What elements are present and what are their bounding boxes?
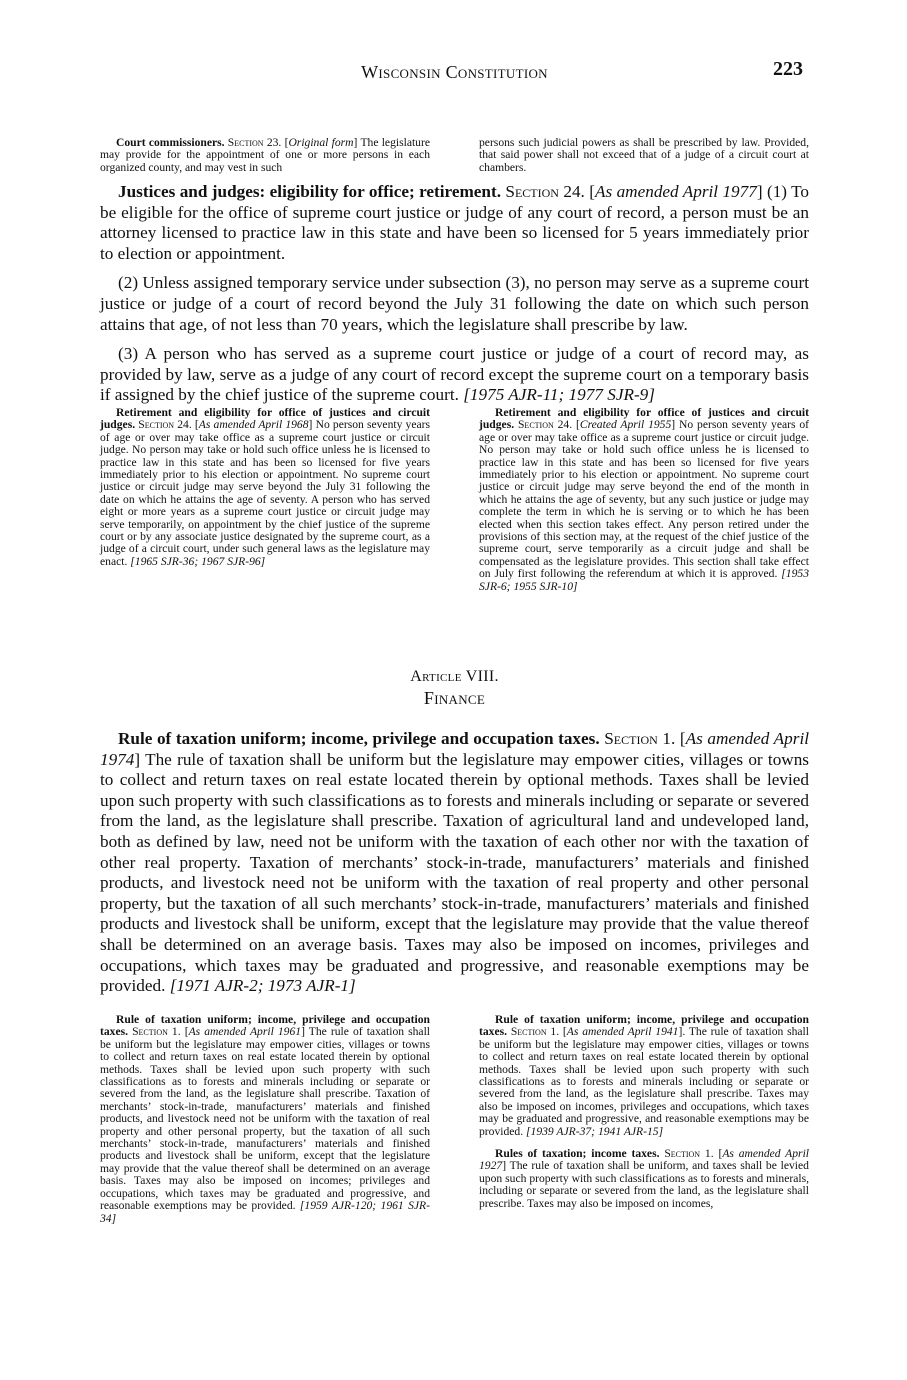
section-text: persons such judicial powers as shall be prescribed by law. Provided, that said power shall not exceed that of a judge of a circuit court at chambers. xyxy=(479,136,809,174)
note-bracket: ] xyxy=(134,749,141,769)
section-text: The rule of taxation shall be uniform but the legislature may empower cities, villages or towns to collect and return taxes on real estate located therein by optional methods. Taxes shall be levied upon such property with such classifications as to forests and minerals including or separate or severed from the land, as the legislature shall prescribe. Taxation of merchants’ stock-in-trade, manufacturers’ materials and finished products, and livestock need not be uniform with the taxation of real property and other personal property, but the taxation of all such merchants’ stock-in-trade, manufacturers’ materials and finished products and livestock shall be uniform, except that the legislature may provide that the value thereof shall be determined on an average basis. Taxes may also be imposed on incomes; privileges and occupations, which taxes may be graduated and progressive, and reasonable exemptions may be provided. xyxy=(100,1025,431,1213)
note-bracket: ] xyxy=(301,1025,305,1039)
note-bracket: [ xyxy=(284,136,289,149)
section-number: Section 1. xyxy=(604,729,676,748)
citation: [1939 AJR-37; 1941 AJR-15] xyxy=(526,1124,664,1138)
article-title: Finance xyxy=(423,688,486,708)
note-bracket: ] xyxy=(502,1159,507,1173)
amendment-note: As amended April 1927 xyxy=(479,1147,810,1173)
section-24-history xyxy=(100,407,809,593)
section-24 xyxy=(100,182,809,415)
note-bracket: [ xyxy=(575,418,580,432)
article-number: Article VIII. xyxy=(410,668,499,685)
article-heading xyxy=(100,668,809,709)
amendment-note: As amended April 1941 xyxy=(566,1025,679,1039)
section-24-1955 xyxy=(479,407,809,593)
note-bracket: [ xyxy=(194,418,199,432)
section-text: No person seventy years of age or over may take office as a supreme court justice or circuit judge. No person may take or hold such office unless he is licensed to practice law in this state and has been so licensed for five years immediately prior to his election or appointment. No supreme court justice or circuit judge may serve beyond the end of the month in which he attains the age of seventy, but any such justice or judge may complete the term in which he is serving or to which he has been elected when this section takes effect. Any person retired under the provisions of this section may, at the request of the chief justice of the supreme court, serve temporarily as a circuit judge and shall be compensated as the legislature provides. This section shall take effect on July first following the referendum at which it is approved. xyxy=(479,418,810,581)
section-text: The rule of taxation shall be uniform but the legislature may empower cities, villages or towns to collect and return taxes on real estate located therein by optional methods. Taxes shall be levied upon such property with such classifications as to forests and minerals including or separate or severed from the land, as the legislature shall prescribe. Taxes may also be imposed on incomes, privileges and occupations, which taxes may be graduated and progressive, and reasonable exemptions may be provided. xyxy=(479,1025,809,1138)
section-23 xyxy=(100,137,809,174)
section-24-1968 xyxy=(100,407,430,593)
section-1-1961 xyxy=(100,1014,430,1225)
section-heading: Retirement and eligibility for office of justices and circuit judges. xyxy=(479,406,809,432)
section-23-right xyxy=(479,137,809,174)
section-text: The legislature may provide for the appointment of one or more persons in each organized county, and may vest in such xyxy=(100,136,430,174)
note-bracket: [ xyxy=(718,1147,723,1161)
note-bracket: ] xyxy=(671,418,676,432)
citation: [1959 AJR-120; 1961 SJR-34] xyxy=(100,1199,430,1225)
amendment-note: Created April 1955 xyxy=(579,418,672,432)
amendment-note: As amended April 1974 xyxy=(100,729,810,769)
section-number: Section 1. xyxy=(664,1147,714,1161)
running-head: Wisconsin Constitution xyxy=(361,62,548,82)
note-bracket: [ xyxy=(589,182,595,201)
section-number: Section 1. xyxy=(510,1025,560,1039)
section-heading: Rule of taxation uniform; income, privilege and occupation taxes. xyxy=(118,729,600,748)
section-heading: Retirement and eligibility for office of justices and circuit judges. xyxy=(100,406,430,432)
note-bracket: [ xyxy=(184,1025,189,1039)
note-bracket: ] xyxy=(353,136,358,149)
citation: [1965 SJR-36; 1967 SJR-96] xyxy=(130,554,266,568)
note-bracket: [ xyxy=(562,1025,567,1039)
section-heading: Justices and judges: eligibility for office; retirement. xyxy=(118,182,501,201)
citation: [1971 AJR-2; 1973 AJR-1] xyxy=(169,976,356,996)
page-number: 223 xyxy=(773,58,803,80)
note-bracket: ]. xyxy=(678,1025,686,1039)
section-number: Section 24. xyxy=(138,418,192,432)
note-bracket: [ xyxy=(679,729,686,748)
note-bracket: ] xyxy=(756,182,763,201)
amendment-note: Original form xyxy=(288,136,354,149)
amendment-note: As amended April 1968 xyxy=(198,418,309,432)
section-paragraph: (2) Unless assigned temporary service under subsection (3), no person may serve as a supreme court justice or judge of a court of record beyond the July 31 following the date on which such person attains that age, of not less than 70 years, which the legislature shall prescribe by law. xyxy=(100,273,809,334)
section-1 xyxy=(100,729,809,1006)
section-heading: Court commissioners. xyxy=(116,136,225,149)
note-bracket: ] xyxy=(308,418,313,432)
section-23-left xyxy=(100,137,430,174)
section-heading: Rule of taxation uniform; income, privilege and occupation taxes. xyxy=(479,1013,809,1039)
amendment-note: As amended April 1977 xyxy=(595,182,757,201)
section-number: Section 1. xyxy=(132,1025,181,1039)
citation: [1975 AJR-11; 1977 SJR-9] xyxy=(463,385,655,405)
section-1-right xyxy=(479,1014,809,1225)
section-text: No person seventy years of age or over may take office as a supreme court justice or circuit judge. No person may take or hold such office unless he is licensed to practice law in this state and has been so licensed for five years immediately prior to his election or appointment. No supreme court justice or circuit judge may serve beyond the July 31 following the date on which he attains the age of seventy. A person who has served eight or more years as a supreme court justice or circuit judge may serve temporarily, on appointment by the chief justice of the supreme court or by any associate justice designated by the supreme court, as a judge of a circuit court, under such general laws as the legislature may enact. xyxy=(100,418,431,568)
section-heading: Rules of taxation; income taxes. xyxy=(495,1147,660,1161)
section-text: The rule of taxation shall be uniform but the legislature may empower cities, villages or towns to collect and return taxes on real estate located therein by optional methods. Taxes shall be levied upon such property with such classifications as to forests and minerals including or separate or severed from the land, as the legislature shall prescribe. Taxation of agricultural land and undeveloped land, both as defined by law, need not be uniform with the taxation of each other nor with the taxation of other real property. Taxation of merchants’ stock-in-trade, manufacturers’ materials and finished products, and livestock need not be uniform with the taxation of real property and other personal property, but the taxation of all such merchants’ stock-in-trade, manufacturers’ materials and finished products and livestock shall be uniform, except that the legislature may provide that the value thereof shall be determined on an average basis. Taxes may also be imposed on incomes, privileges and occupations, which taxes may be graduated and progressive, and reasonable exemptions may be provided. xyxy=(100,749,809,996)
section-paragraph: (1) To be eligible for the office of supreme court justice or judge of any court of record, a person must be an attorney licensed to practice law in this state and have been so licensed for 5 years immediately prior to election or appointment. xyxy=(100,182,810,263)
section-number: Section 24. xyxy=(517,418,573,432)
section-heading: Rule of taxation uniform; income, privilege and occupation taxes. xyxy=(100,1013,430,1039)
citation: [1953 SJR-6; 1955 SJR-10] xyxy=(479,567,809,593)
section-number: Section 23. xyxy=(227,136,282,149)
section-text: The rule of taxation shall be uniform, and taxes shall be levied upon such property with such classifications as to forests and minerals, including or separate or severed from the land, as the legislature shall prescribe. Taxes may also be imposed on incomes, xyxy=(479,1159,809,1210)
section-number: Section 24. xyxy=(505,182,585,201)
page-header xyxy=(100,58,809,88)
section-1-history xyxy=(100,1014,809,1225)
section-paragraph: (3) A person who has served as a supreme court justice or judge of a court of record may, as provided by law, serve as a judge of any court of record except the supreme court on a temporary basis if assigned by the chief justice of the supreme court. xyxy=(100,344,809,405)
amendment-note: As amended April 1961 xyxy=(188,1025,302,1039)
